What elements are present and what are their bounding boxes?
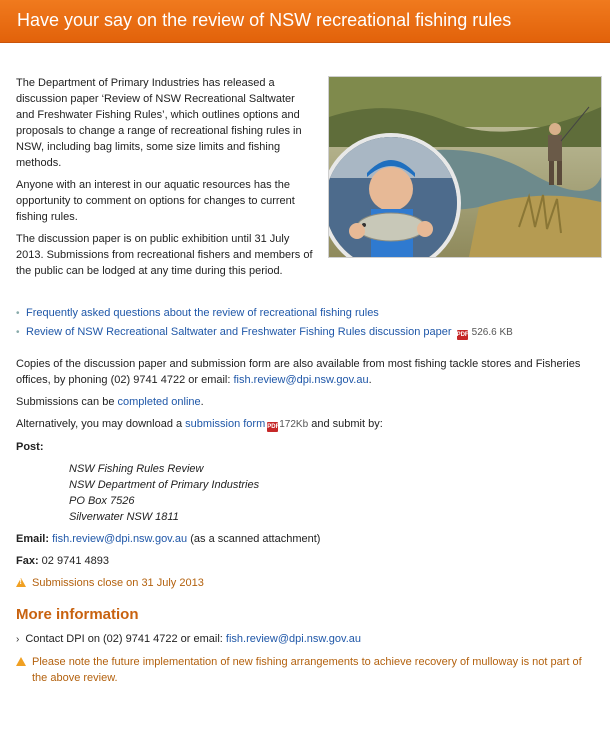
address-line: NSW Fishing Rules Review xyxy=(69,463,204,475)
close-notice-text: Submissions close on 31 July 2013 xyxy=(32,577,204,589)
address-line: NSW Department of Primary Industries xyxy=(69,479,260,491)
fax-value: 02 9741 4893 xyxy=(38,555,109,567)
address-line: PO Box 7526 xyxy=(69,495,135,507)
warning-icon xyxy=(16,578,26,587)
fax-paragraph xyxy=(16,553,596,569)
file-size: 172Kb xyxy=(279,419,309,430)
contact-text: Contact DPI on (02) 9741 4722 or email: xyxy=(25,633,226,645)
submission-form-link[interactable]: submission form xyxy=(185,418,266,430)
address-line: Silverwater NSW 1811 xyxy=(69,511,179,523)
contact-email-link[interactable]: fish.review@dpi.nsw.gov.au xyxy=(225,633,361,645)
fishing-photo-illustration xyxy=(329,77,601,257)
more-info-heading: More information xyxy=(16,606,139,623)
contact-paragraph xyxy=(16,631,596,648)
list-item xyxy=(16,323,513,342)
postal-address xyxy=(69,461,596,525)
intro-text xyxy=(16,75,316,285)
email-paragraph xyxy=(16,531,596,547)
download-prefix: Alternatively, you may download a xyxy=(16,418,186,430)
close-notice xyxy=(16,575,596,591)
warning-icon xyxy=(16,657,26,666)
resource-links xyxy=(16,304,513,342)
post-label-text: Post: xyxy=(16,441,44,453)
intro-paragraph-2: Anyone with an interest in our aquatic resources has the opportunity to comment on options for changes to current fishing rules. xyxy=(16,179,295,223)
pdf-icon: PDF xyxy=(456,332,469,338)
online-paragraph xyxy=(16,394,596,410)
email-link[interactable]: fish.review@dpi.nsw.gov.au xyxy=(52,533,188,545)
download-paragraph xyxy=(16,416,596,433)
fax-label: Fax: xyxy=(16,555,39,567)
faq-link[interactable]: Frequently asked questions about the review of recreational fishing rules xyxy=(26,307,379,319)
email-label: Email: xyxy=(16,533,50,545)
email-link[interactable]: fish.review@dpi.nsw.gov.au xyxy=(233,374,369,386)
file-size: 526.6 KB xyxy=(471,327,513,338)
fishing-photo xyxy=(328,76,602,258)
intro-paragraph-3: The discussion paper is on public exhibition until 31 July 2013. Submissions from recreational fishers and members of the public can be lodged at any time during this period. xyxy=(16,233,313,277)
email-note: (as a scanned attachment) xyxy=(187,533,321,545)
copies-paragraph xyxy=(16,356,596,388)
complete-online-link[interactable]: completed online xyxy=(117,396,201,408)
submission-info xyxy=(16,356,596,692)
mulloway-note-text: Please note the future implementation of new fishing arrangements to achieve recovery of mulloway is not part of the above review. xyxy=(32,656,582,684)
mulloway-note xyxy=(16,654,596,686)
download-suffix: and submit by: xyxy=(308,418,383,430)
copies-text: Copies of the discussion paper and submission form are also available from most fishing tackle stores and Fisheries offices, by phoning (02) 9741 4722 or email: xyxy=(16,358,581,386)
intro-paragraph-1: The Department of Primary Industries has released a discussion paper ‘Review of NSW Recreational Saltwater and Freshwater Fishing Rules’, which outlines options and proposals to change a range of recreational fishing rules in NSW, including bag limits, some size limits and fishing methods. xyxy=(16,77,302,169)
post-label xyxy=(16,439,596,455)
discussion-paper-link[interactable]: Review of NSW Recreational Saltwater and Freshwater Fishing Rules discussion paper xyxy=(26,326,452,338)
pdf-icon: PDF xyxy=(267,424,280,430)
online-suffix: . xyxy=(200,396,204,408)
list-item xyxy=(16,304,513,323)
online-prefix: Submissions can be xyxy=(16,396,118,408)
page-title: Have your say on the review of NSW recreational fishing rules xyxy=(0,0,610,43)
copies-end: . xyxy=(368,374,372,386)
chevron-right-icon: › xyxy=(16,634,20,645)
